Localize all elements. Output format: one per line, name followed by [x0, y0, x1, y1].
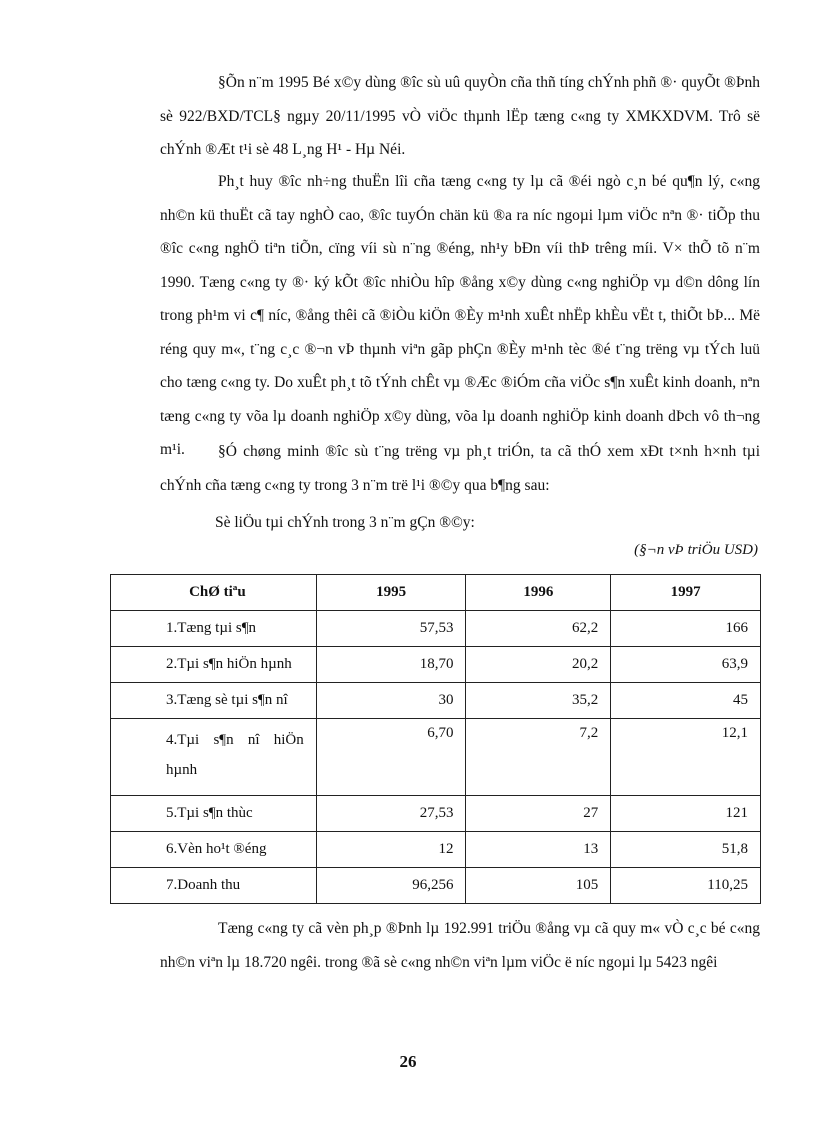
paragraph-3-text: §Ó chøng minh ®îc sù t¨ng trëng vµ ph¸t triÓn, ta cã thÓ xem xÐt t×nh h×nh tµi chÝnh cña tæng c«ng ty trong 3 n¨m trë l¹i ®©y qua b¶ng sau:	[160, 443, 760, 494]
table-unit-note: (§¬n vÞ triÖu USD)	[634, 542, 758, 558]
paragraph-4	[160, 912, 760, 979]
table-header-1996: 1996	[466, 575, 611, 611]
cell-1995: 30	[316, 683, 466, 719]
table-header-1995: 1995	[316, 575, 466, 611]
cell-1996: 27	[466, 796, 611, 832]
cell-1995: 12	[316, 832, 466, 868]
row-label-text: 4.Tµi s¶n nî hiÖn hµnh	[166, 732, 304, 778]
financial-table	[110, 574, 761, 904]
table-caption: Sè liÖu tµi chÝnh trong 3 n¨m gÇn ®©y:	[215, 514, 475, 531]
cell-1995: 27,53	[316, 796, 466, 832]
table-row	[111, 796, 761, 832]
paragraph-1-first-line: §Õn n¨m 1995 Bé x©y dùng ®îc sù uû quyÒn cña thñ tíng chÝnh phñ ®·	[218, 74, 678, 91]
row-label: 7.Doanh thu	[111, 868, 317, 904]
cell-1995: 57,53	[316, 611, 466, 647]
row-label: 5.Tµi s¶n thùc	[111, 796, 317, 832]
table-row	[111, 683, 761, 719]
paragraph-3	[160, 435, 760, 502]
table-header-indicator: ChØ tiªu	[111, 575, 317, 611]
cell-1996: 13	[466, 832, 611, 868]
cell-1997: 110,25	[611, 868, 761, 904]
row-label: 6.Vèn ho¹t ®éng	[111, 832, 317, 868]
paragraph-2	[160, 165, 760, 467]
table-header-1997: 1997	[611, 575, 761, 611]
cell-1997: 166	[611, 611, 761, 647]
cell-1995: 6,70	[316, 719, 466, 796]
cell-1996: 7,2	[466, 719, 611, 796]
page-number: 26	[399, 1052, 417, 1071]
row-label: 3.Tæng sè tµi s¶n nî	[111, 683, 317, 719]
paragraph-4-text: Tæng c«ng ty cã vèn ph¸p ®Þnh lµ 192.991 triÖu ®ång vµ cã quy m« vÒ c¸c bé c«ng nh©n viªn lµ 18.720 ngêi. trong ®ã sè c«ng nh©n viªn lµm viÖc ë níc ngoµi lµ 5423 ngêi	[160, 920, 760, 971]
cell-1996: 105	[466, 868, 611, 904]
table-row	[111, 832, 761, 868]
row-label: 1.Tæng tµi s¶n	[111, 611, 317, 647]
table-row	[111, 868, 761, 904]
row-label: 2.Tµi s¶n hiÖn hµnh	[111, 647, 317, 683]
cell-1997: 51,8	[611, 832, 761, 868]
cell-1997: 63,9	[611, 647, 761, 683]
cell-1995: 96,256	[316, 868, 466, 904]
paragraph-1-rest: quyÕt ®Þnh sè 922/BXD/TCL§ ngµy 20/11/1995 vÒ viÖc thµnh lËp tæng c«ng ty XMKXDVM. Trô së chÝnh ®Æt t¹i sè 48 L¸ng H¹ - Hµ Néi.	[160, 74, 760, 158]
row-label	[111, 719, 317, 796]
paragraph-1	[160, 66, 760, 167]
table-row	[111, 611, 761, 647]
cell-1997: 12,1	[611, 719, 761, 796]
cell-1997: 45	[611, 683, 761, 719]
cell-1997: 121	[611, 796, 761, 832]
cell-1995: 18,70	[316, 647, 466, 683]
cell-1996: 35,2	[466, 683, 611, 719]
table-row	[111, 719, 761, 796]
cell-1996: 20,2	[466, 647, 611, 683]
paragraph-2-text: Ph¸t huy ®îc nh÷ng thuËn lîi cña tæng c«ng ty lµ cã ®éi ngò c¸n bé qu¶n lý, c«ng nh©n kü thuËt cã tay nghÒ cao, ®îc tuyÓn chän kü ®a ra níc ngoµi lµm viÖc nªn ®· tiÕp thu ®îc c«ng nghÖ tiªn tiÕn, cïng víi sù n¨ng ®éng, nh¹y bÐn víi thÞ trêng míi. V× thÕ tõ n¨m 1990. Tæng c«ng ty ®· ký kÕt ®îc nhiÒu hîp ®ång x©y dùng c«ng nghiÖp vµ d©n dông lín trong ph¹m vi c¶ níc, ®ång thêi cã ®iÒu kiÖn ®Èy m¹nh xuÊt nhËp khÈu vËt t, thiÕt bÞ... Më réng quy m«, t¨ng c¸c ®¬n vÞ thµnh viªn gãp phÇn ®Èy m¹nh tèc ®é t¨ng trëng vµ tÝch luü cho tæng c«ng ty. Do xuÊt ph¸t tõ tÝnh chÊt vµ ®Æc ®iÓm cña viÖc s¶n xuÊt kinh doanh, nªn tæng c«ng ty võa lµ doanh nghiÖp x©y dùng, võa lµ doanh nghiÖp kinh doanh dÞch vô th¬ng m¹i.	[160, 173, 760, 458]
table-header-row	[111, 575, 761, 611]
cell-1996: 62,2	[466, 611, 611, 647]
table-row	[111, 647, 761, 683]
